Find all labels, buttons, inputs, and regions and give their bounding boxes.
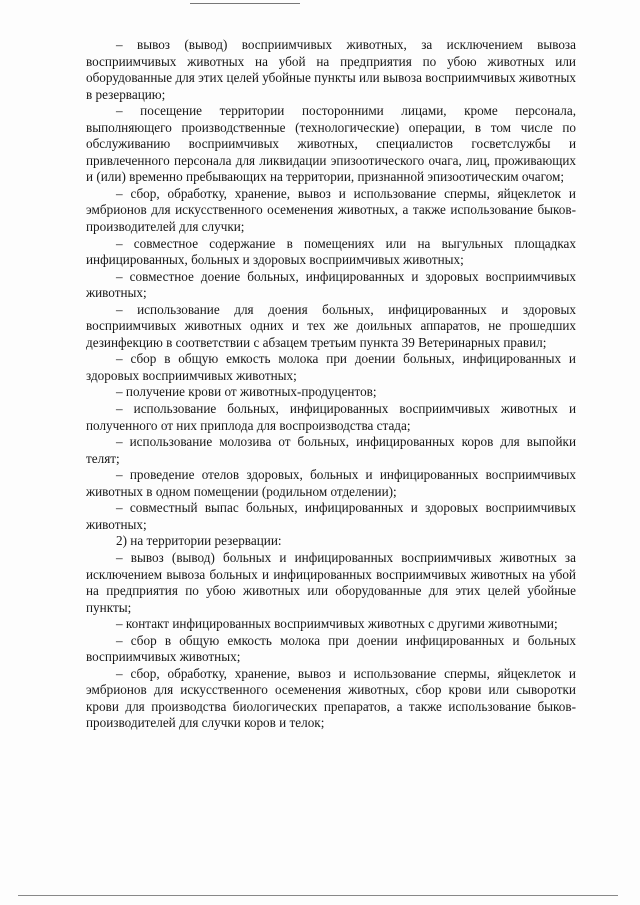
paragraph: – совместное доение больных, инфицированных и здоровых восприимчивых животных; [86, 268, 576, 301]
paragraph: – использование молозива от больных, инфицированных коров для выпойки телят; [86, 434, 576, 466]
paragraph: – сбор в общую емкость молока при доении больных, инфицированных и здоровых восприимчивых животных; [86, 351, 576, 383]
paragraph: – сбор, обработку, хранение, вывоз и использование спермы, яйцеклеток и эмбрионов для искусственного осеменения животных, сбор крови или сыворотки крови для производства биологических препаратов, а также использование быков-производителей для случки коров и телок; [86, 665, 576, 731]
section-heading: 2) на территории резервации: [116, 533, 282, 549]
paragraph: – совместный выпас больных, инфицированных и здоровых восприимчивых животных; [86, 500, 576, 532]
paragraph: – совместное содержание в помещениях или на выгульных площадках инфицированных, больных и здоровых восприимчивых животных; [86, 235, 576, 268]
paragraph: – использование больных, инфицированных восприимчивых животных и полученного от них приплода для воспроизводства стада; [86, 401, 576, 433]
paragraph: – вывоз (вывод) больных и инфицированных восприимчивых животных за исключением вывоза больных и инфицированных восприимчивых животных на убой на предприятия по убою животных или оборудованные для этих целей убойные пункты; [86, 549, 576, 615]
scan-edge-line [18, 895, 618, 896]
paragraph: – получение крови от животных-продуцентов; [116, 384, 377, 400]
paragraph: – вывоз (вывод) восприимчивых животных, за исключением вывоза восприимчивых животных на убой на предприятия по убою животных или оборудованные для этих целей убойные пункты или вывоза восприимчивых животных в резервацию; [86, 37, 576, 102]
document-body [86, 37, 576, 732]
paragraph: – контакт инфицированных восприимчивых животных с другими животными; [116, 616, 558, 632]
paragraph: – сбор в общую емкость молока при доении инфицированных и больных восприимчивых животных; [86, 632, 576, 665]
paragraph: – проведение отелов здоровых, больных и инфицированных восприимчивых животных в одном помещении (родильном отделении); [86, 467, 576, 499]
paragraph: – сбор, обработку, хранение, вывоз и использование спермы, яйцеклеток и эмбрионов для искусственного осеменения животных, а также использование быков-производителей для случки; [86, 185, 576, 235]
scan-edge-line [190, 3, 300, 4]
paragraph: – посещение территории посторонними лицами, кроме персонала, выполняющего производственные (технологические) операции, в том числе по обслуживанию восприимчивых животных, специалистов госветслужбы и привлеченного персонала для ликвидации эпизоотического очага, лиц, проживающих и (или) временно пребывающих на территории, признанной эпизоотическим очагом; [86, 103, 576, 185]
paragraph: – использование для доения больных, инфицированных и здоровых восприимчивых животных одних и тех же доильных аппаратов, не прошедших дезинфекцию в соответствии с абзацем третьим пункта 39 Ветеринарных правил; [86, 301, 576, 350]
